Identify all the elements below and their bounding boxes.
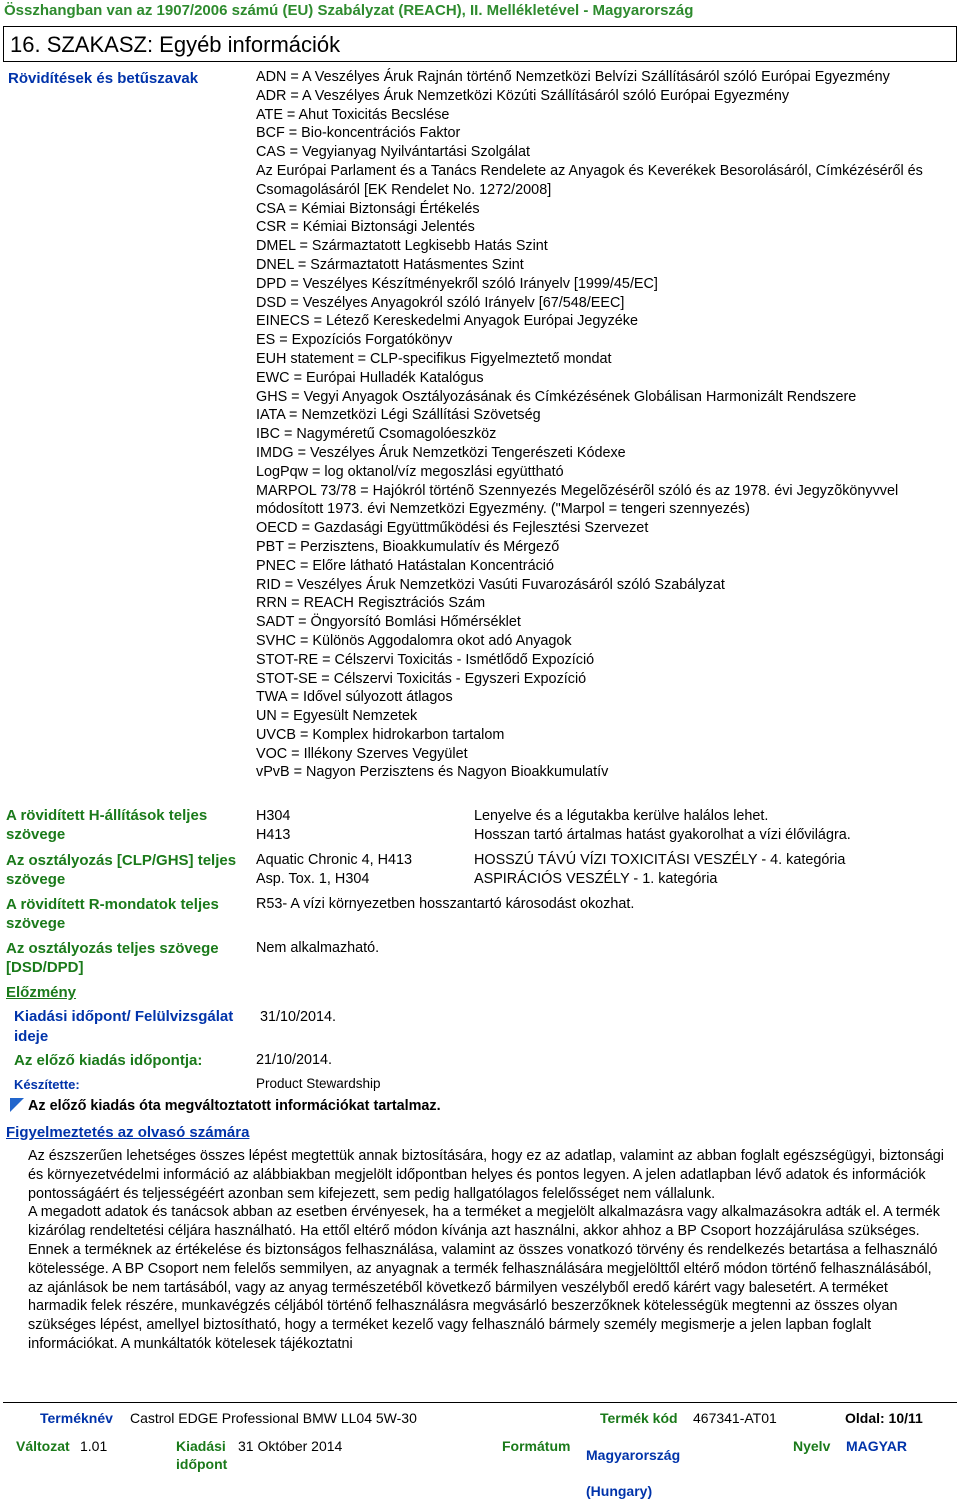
- abbreviations-label: Rövidítések és betűszavak: [8, 70, 199, 87]
- prepared-by-label: Készítette:: [14, 1077, 80, 1092]
- footer-code-label: Termék kód: [600, 1410, 678, 1426]
- h-text-2: Hosszan tartó ártalmas hatást gyakorolhat a vízi élővilágra.: [474, 827, 851, 843]
- reader-notice-text: [28, 1147, 948, 1354]
- abbreviation-item: UVCB = Komplex hidrokarbon tartalom: [256, 726, 505, 743]
- footer-format-label: Formátum: [502, 1438, 571, 1454]
- abbreviation-item: SADT = Öngyorsító Bomlási Hőmérséklet: [256, 614, 521, 631]
- abbreviation-item: EINECS = Létező Kereskedelmi Anyagok Európai Jegyzéke: [256, 313, 638, 330]
- dsd-text: Nem alkalmazható.: [256, 940, 380, 956]
- prepared-by-value: Product Stewardship: [256, 1076, 381, 1091]
- abbreviation-item: BCF = Bio-koncentrációs Faktor: [256, 125, 461, 142]
- footer-issue-value: 31 Október 2014: [238, 1438, 343, 1454]
- abbreviation-item: CSA = Kémiai Biztonsági Értékelés: [256, 200, 480, 217]
- clp-text-2: ASPIRÁCIÓS VESZÉLY - 1. kategória: [474, 871, 718, 887]
- footer-lang-value: MAGYAR: [846, 1438, 907, 1454]
- reader-paragraph: A megadott adatok és tanácsok abban az esetben érvényesek, ha a terméket a megjelölt alkalmazásra vagy alkalmazásokra adták el. A termék kizárólag rendeltetési céljára használható. Ha ettől eltérő módon kívánja azt használni, akkor ahhoz a BP Csoport hozzájárulása szükséges.: [28, 1204, 940, 1240]
- change-notice: [10, 1098, 441, 1114]
- abbreviation-item: VOC = Illékony Szerves Vegyület: [256, 745, 468, 762]
- h-code-2: H413: [256, 827, 291, 843]
- abbreviation-item: CSR = Kémiai Biztonsági Jelentés: [256, 219, 475, 236]
- section-title: 16. SZAKASZ: Egyéb információk: [10, 32, 341, 57]
- footer-page: Oldal: 10/11: [845, 1410, 923, 1426]
- h-text-1: Lenyelve és a légutakba kerülve halálos lehet.: [474, 808, 769, 824]
- document-regulation-title: Összhangban van az 1907/2006 számú (EU) Szabályzat (REACH), II. Mellékletével - Magyarország: [4, 2, 694, 19]
- abbreviation-item: PBT = Perzisztens, Bioakkumulatív és Mérgező: [256, 538, 560, 555]
- abbreviation-item: CAS = Vegyianyag Nyilvántartási Szolgálat: [256, 144, 530, 161]
- abbreviation-item: GHS = Vegyi Anyagok Osztályozásának és Címkézésének Globálisan Harmonizált Rendszere: [256, 388, 857, 405]
- reader-paragraph: Az észszerűen lehetséges összes lépést megtettük annak biztosítására, hogy ez az adatlap, valamint az abban foglalt egészségügyi, biztonsági és környezetvédelmi információ az alábbiakban megjelölt időpontban helyes és pontos legyen. A jelen adatlapban lévő adatok és információk pontosságáért és teljességéért azonban sem kifejezett, sem pedig hallgatólagos felelősséget nem vállalunk.: [28, 1148, 944, 1202]
- footer-format-value: Magyarország (Hungary): [586, 1447, 681, 1499]
- h-code-1: H304: [256, 808, 291, 824]
- abbreviation-item: EWC = Európai Hulladék Katalógus: [256, 369, 484, 386]
- abbreviation-item: vPvB = Nagyon Perzisztens és Nagyon Bioakkumulatív: [256, 764, 609, 781]
- abbreviation-item: LogPqw = log oktanol/víz megoszlási együttható: [256, 463, 564, 480]
- abbreviation-item: SVHC = Különös Aggodalomra okot adó Anyagok: [256, 632, 572, 649]
- prev-issue-label: Az előző kiadás időpontja:: [14, 1052, 203, 1069]
- abbreviation-item: DMEL = Származtatott Legkisebb Hatás Szint: [256, 238, 548, 255]
- footer-version-label: Változat: [16, 1438, 70, 1454]
- abbreviation-item: RRN = REACH Regisztrációs Szám: [256, 595, 486, 612]
- h-statements-label: A rövidített H-állítások teljes szövege: [6, 807, 208, 843]
- clp-code-1: Aquatic Chronic 4, H413: [256, 852, 412, 868]
- footer-product-name: Castrol EDGE Professional BMW LL04 5W-30: [130, 1410, 417, 1426]
- change-marker-icon: [10, 1098, 24, 1112]
- footer-version: 1.01: [80, 1438, 108, 1454]
- clp-text-1: HOSSZÚ TÁVÚ VÍZI TOXICITÁSI VESZÉLY - 4. kategória: [474, 852, 846, 868]
- abbreviation-item: STOT-SE = Célszervi Toxicitás - Egyszeri Expozíció: [256, 670, 587, 687]
- abbreviation-item: OECD = Gazdasági Együttműködési és Fejlesztési Szervezet: [256, 520, 649, 537]
- abbreviation-item: DNEL = Származtatott Hatásmentes Szint: [256, 256, 524, 273]
- abbreviation-item: TWA = Idővel súlyozott átlagos: [256, 689, 453, 706]
- footer-code: 467341-AT01: [693, 1410, 777, 1426]
- clp-label: Az osztályozás [CLP/GHS] teljes szövege: [6, 852, 237, 888]
- abbreviation-item: Az Európai Parlament és a Tanács Rendelete az Anyagok és Keverékek Besorolásáról, Címkézéséről és Csomagolásáról [EK Rendelet No. 1272/2008]: [256, 162, 923, 198]
- abbreviations-list: [256, 68, 946, 782]
- abbreviation-item: UN = Egyesült Nemzetek: [256, 708, 418, 725]
- abbreviation-item: IATA = Nemzetközi Légi Szállítási Szövetség: [256, 407, 541, 424]
- abbreviation-item: PNEC = Előre látható Hatástalan Koncentráció: [256, 557, 554, 574]
- r-phrases-label: A rövidített R-mondatok teljes szövege: [6, 896, 219, 932]
- issue-date-value: 31/10/2014.: [260, 1009, 337, 1025]
- footer-issue-label: Kiadási időpont: [176, 1438, 228, 1472]
- abbreviation-item: RID = Veszélyes Áruk Nemzetközi Vasúti Fuvarozásáról szóló Szabályzat: [256, 576, 725, 593]
- section-header: [3, 26, 957, 62]
- abbreviation-item: DPD = Veszélyes Készítményekről szóló Irányelv [1999/45/EC]: [256, 275, 658, 292]
- abbreviation-item: ADR = A Veszélyes Áruk Nemzetközi Közúti Szállításáról szóló Európai Egyezmény: [256, 87, 790, 104]
- dsd-label: Az osztályozás teljes szövege [DSD/DPD]: [6, 940, 219, 976]
- footer-lang-label: Nyelv: [793, 1438, 831, 1454]
- footer-divider: [3, 1402, 957, 1403]
- reader-paragraph: Ennek a terméknek az értékelése és biztonságos felhasználása, valamint az összes vonatkozó törvény és rendelkezés betartása a felhasználó kötelessége. A BP Csoport nem felelős semmilyen, az anyagnak a termék felhasználására megjelölttől eltérő módon történő felhasználásából, az ajánlások be nem tartásából, vagy az anyag természetéből következő bármilyen veszélyből eredő kárért vagy balesetért. A terméket harmadik felek részére, munkavégzés céljából történő felhasználásra megvásárló beszerzőknek kötelességük megtenni az összes olyan szükséges lépést, amellyel biztosítható, hogy a terméket kezelő vagy felhasználó bármely személy megismerje a jelen lapban foglalt információkat. A munkáltatók kötelesek tájékoztatni: [28, 1241, 938, 1352]
- footer-product-label: Terméknév: [40, 1410, 113, 1426]
- abbreviation-item: ATE = Ahut Toxicitás Becslése: [256, 106, 450, 123]
- history-label: Előzmény: [6, 984, 77, 1001]
- abbreviation-item: EUH statement = CLP-specifikus Figyelmeztető mondat: [256, 350, 612, 367]
- prev-issue-value: 21/10/2014.: [256, 1052, 333, 1068]
- abbreviation-item: DSD = Veszélyes Anyagokról szóló Irányelv [67/548/EEC]: [256, 294, 625, 311]
- abbreviation-item: STOT-RE = Célszervi Toxicitás - Ismétlődő Expozíció: [256, 651, 595, 668]
- change-notice-text: Az előző kiadás óta megváltoztatott információkat tartalmaz.: [28, 1098, 441, 1114]
- abbreviation-item: ES = Expozíciós Forgatókönyv: [256, 332, 453, 349]
- issue-date-label: Kiadási időpont/ Felülvizsgálat ideje: [14, 1008, 234, 1045]
- reader-notice-label: Figyelmeztetés az olvasó számára: [6, 1124, 250, 1141]
- clp-code-2: Asp. Tox. 1, H304: [256, 871, 370, 887]
- abbreviation-item: ADN = A Veszélyes Áruk Rajnán történő Nemzetközi Belvízi Szállításáról szóló Európai Egyezmény: [256, 69, 890, 85]
- abbreviation-item: IMDG = Veszélyes Áruk Nemzetközi Tengerészeti Kódexe: [256, 444, 626, 461]
- abbreviation-item: IBC = Nagyméretű Csomagolóeszköz: [256, 426, 497, 443]
- r-phrases-text: R53- A vízi környezetben hosszantartó károsodást okozhat.: [256, 896, 635, 912]
- abbreviation-item: MARPOL 73/78 = Hajókról történõ Szennyezés Megelõzésérõl szóló és az 1978. évi Jegyzõkönyvvel módosított 1973. évi Nemzetközi Egyezmény. ("Marpol = tengeri szennyezés): [256, 482, 899, 518]
